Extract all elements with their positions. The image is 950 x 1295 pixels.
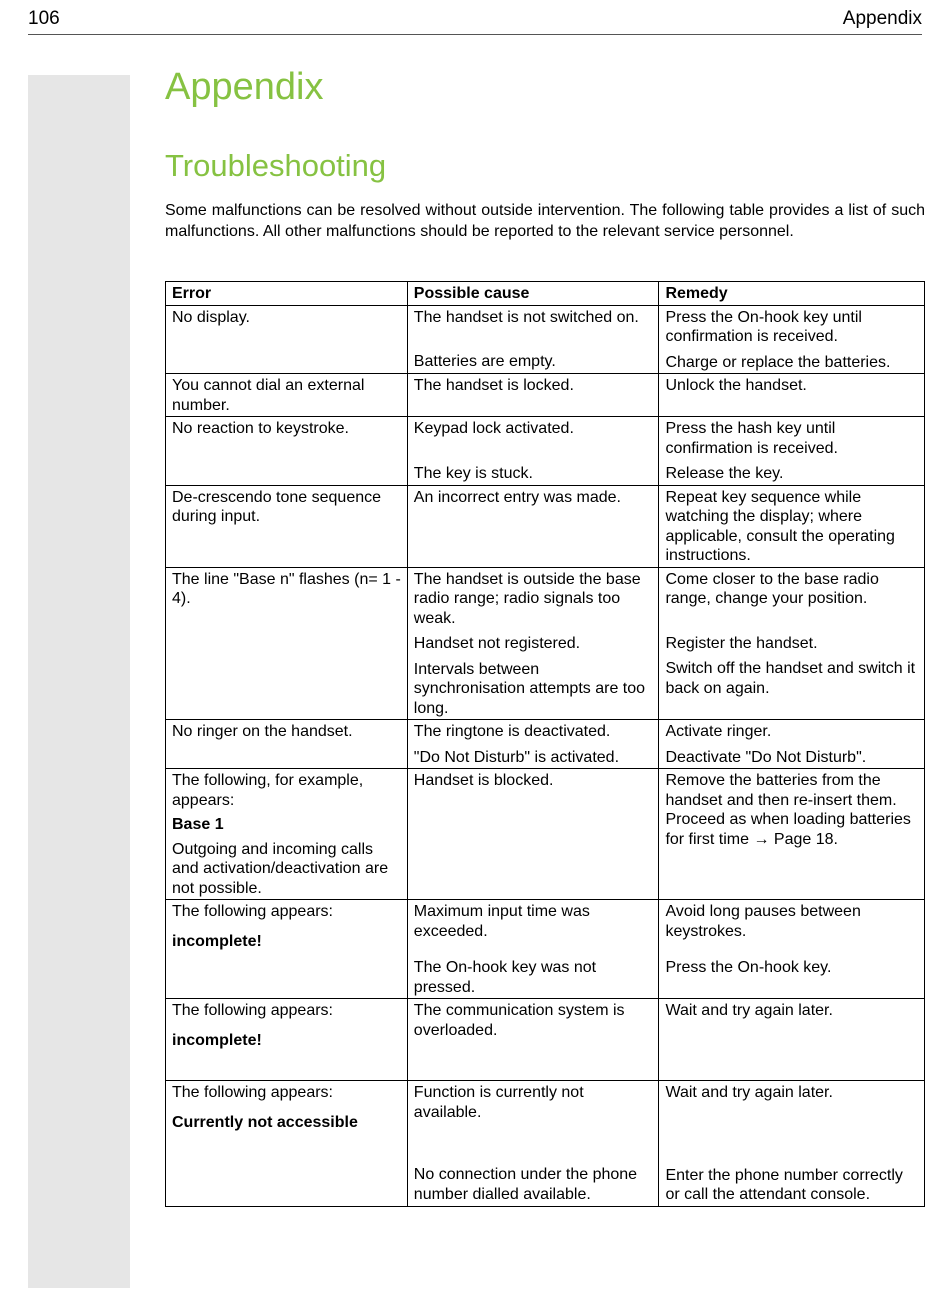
remedy-text: Remove the batteries from the handset and then re-insert them. Proceed as when loading batteries for first time → Page 18. xyxy=(665,772,911,848)
intro-paragraph: Some malfunctions can be resolved without outside intervention. The following table provides a list of such malfunctions. All other malfunctions should be reported to the relevant service personnel. xyxy=(165,202,925,240)
error-cell xyxy=(166,720,408,769)
remedy-text: Avoid long pauses between keystrokes. xyxy=(665,903,861,940)
running-header: Appendix xyxy=(842,8,922,29)
error-text: The following appears: xyxy=(172,1002,333,1019)
remedy-text: Charge or replace the batteries. xyxy=(665,353,891,371)
remedy-text: Deactivate "Do Not Disturb". xyxy=(665,748,867,766)
table-row xyxy=(166,999,925,1081)
error-text: Outgoing and incoming calls and activation/deactivation are not possible. xyxy=(172,840,389,897)
remedy-cell xyxy=(659,374,925,417)
cause-text: Function is currently not available. xyxy=(413,1084,584,1121)
cause-text: The On-hook key was not pressed. xyxy=(413,959,597,996)
cause-cell xyxy=(407,1081,659,1207)
page-number: 106 xyxy=(28,8,60,29)
table-row xyxy=(166,769,925,900)
display-message: incomplete! xyxy=(172,932,262,950)
error-cell xyxy=(166,567,408,720)
error-text: The following appears: xyxy=(172,903,333,920)
cause-cell xyxy=(407,999,659,1081)
error-text: No ringer on the handset. xyxy=(172,723,353,740)
cause-cell xyxy=(407,417,659,486)
error-cell xyxy=(166,1081,408,1207)
cause-text: The handset is outside the base radio range; radio signals too weak. xyxy=(413,570,641,627)
cause-cell xyxy=(407,567,659,720)
remedy-cell xyxy=(659,485,925,567)
table-header-row xyxy=(166,282,925,306)
cause-text: The handset is not switched on. xyxy=(413,308,639,326)
cause-text: Handset not registered. xyxy=(413,635,581,652)
cause-text: Keypad lock activated. xyxy=(413,420,574,437)
remedy-cell xyxy=(659,900,925,999)
table-row xyxy=(166,720,925,769)
error-cell xyxy=(166,485,408,567)
error-text: No reaction to keystroke. xyxy=(172,420,349,437)
error-text: The following, for example, appears: xyxy=(172,772,364,809)
table-row xyxy=(166,305,925,374)
remedy-cell xyxy=(659,567,925,720)
cause-cell xyxy=(407,485,659,567)
column-header-cause: Possible cause xyxy=(407,282,659,306)
error-cell xyxy=(166,417,408,486)
cause-cell xyxy=(407,769,659,900)
table-row xyxy=(166,1081,925,1207)
cause-cell xyxy=(407,900,659,999)
remedy-cell xyxy=(659,769,925,900)
cause-text: Maximum input time was exceeded. xyxy=(413,903,590,940)
remedy-text: Press the On-hook key. xyxy=(665,959,832,976)
remedy-cell xyxy=(659,417,925,486)
remedy-text: Come closer to the base radio range, change your position. xyxy=(665,570,879,607)
error-cell xyxy=(166,374,408,417)
table-row xyxy=(166,374,925,417)
remedy-text: Press the On-hook key until confirmation is received. xyxy=(665,308,862,345)
remedy-text: Enter the phone number correctly or call the attendant console. xyxy=(665,1166,903,1203)
table-row xyxy=(166,417,925,486)
column-header-error: Error xyxy=(166,282,408,306)
remedy-text: Unlock the handset. xyxy=(665,377,807,394)
remedy-text: Register the handset. xyxy=(665,634,818,652)
troubleshooting-table xyxy=(165,281,925,1207)
cause-text: No connection under the phone number dialled available. xyxy=(413,1166,638,1203)
display-message: Currently not accessible xyxy=(172,1113,358,1131)
display-message: Base 1 xyxy=(172,816,224,833)
error-text: The following appears: xyxy=(172,1084,333,1101)
error-cell xyxy=(166,305,408,374)
cause-cell xyxy=(407,305,659,374)
cause-text: "Do Not Disturb" is activated. xyxy=(413,748,620,766)
cause-text: The key is stuck. xyxy=(413,464,533,482)
error-text: You cannot dial an external number. xyxy=(172,377,365,414)
cause-cell xyxy=(407,374,659,417)
sidebar-band xyxy=(28,75,130,1288)
table-row xyxy=(166,900,925,999)
remedy-text: Press the hash key until confirmation is received. xyxy=(665,420,838,457)
table-row xyxy=(166,567,925,720)
cause-text: Batteries are empty. xyxy=(413,353,556,370)
cause-text: Handset is blocked. xyxy=(413,772,554,789)
cause-cell xyxy=(407,720,659,769)
remedy-cell xyxy=(659,1081,925,1207)
cause-text: The communication system is overloaded. xyxy=(413,1002,625,1039)
error-cell xyxy=(166,999,408,1081)
remedy-cell xyxy=(659,305,925,374)
display-message: incomplete! xyxy=(172,1031,262,1049)
table-row xyxy=(166,485,925,567)
cause-text: Intervals between synchronisation attempts are too long. xyxy=(413,660,646,717)
cause-text: An incorrect entry was made. xyxy=(413,488,621,506)
error-cell xyxy=(166,900,408,999)
column-header-remedy: Remedy xyxy=(659,282,925,306)
error-text: No display. xyxy=(172,308,250,326)
section-title: Troubleshooting xyxy=(165,148,387,183)
remedy-text: Activate ringer. xyxy=(665,723,772,740)
remedy-text: Wait and try again later. xyxy=(665,1002,833,1019)
remedy-cell xyxy=(659,720,925,769)
remedy-cell xyxy=(659,999,925,1081)
cause-text: The handset is locked. xyxy=(413,377,574,394)
error-text: De-crescendo tone sequence during input. xyxy=(172,488,382,525)
error-cell xyxy=(166,769,408,900)
cause-text: The ringtone is deactivated. xyxy=(413,723,611,740)
remedy-text: Wait and try again later. xyxy=(665,1084,833,1101)
remedy-text: Repeat key sequence while watching the display; where applicable, consult the operating instructions. xyxy=(665,488,895,564)
remedy-text: Release the key. xyxy=(665,465,784,482)
error-text: The line "Base n" flashes (n= 1 - 4). xyxy=(172,570,401,607)
page-title: Appendix xyxy=(165,66,324,108)
header-rule xyxy=(28,34,922,35)
remedy-text: Switch off the handset and switch it back on again. xyxy=(665,660,916,697)
